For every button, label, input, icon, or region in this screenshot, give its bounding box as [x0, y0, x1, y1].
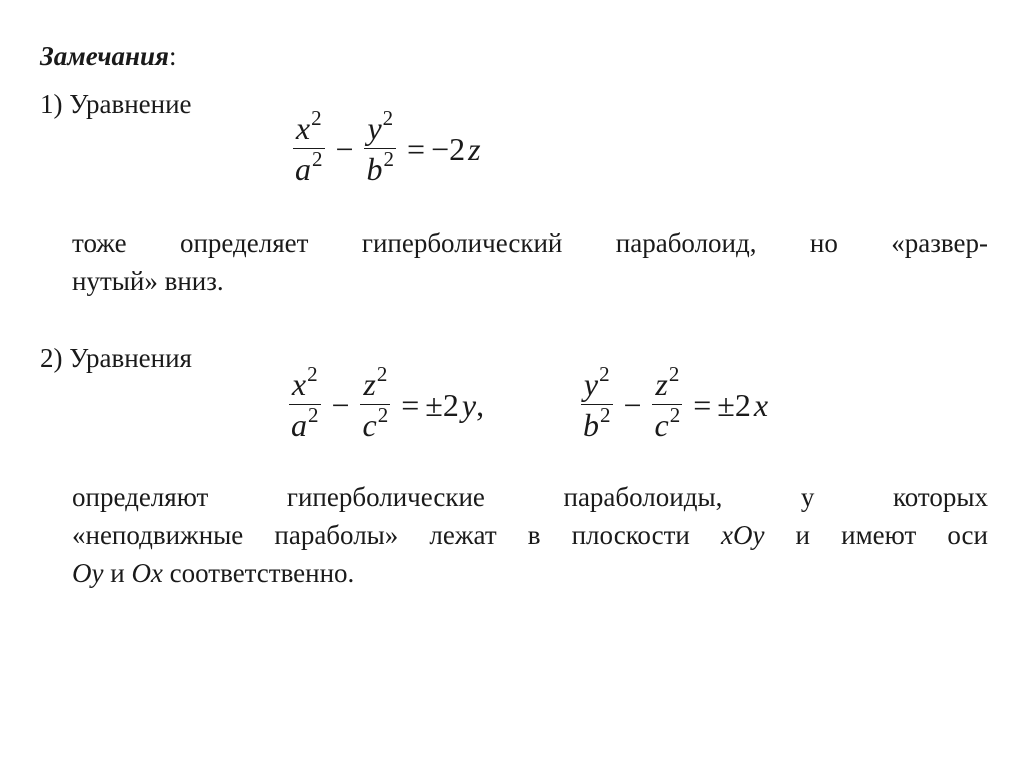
text-segment: и имеют оси: [764, 520, 988, 550]
minus-operator: −: [623, 387, 642, 423]
fraction-y2-over-b2: [580, 362, 614, 445]
remark-2-text: [72, 478, 988, 592]
minus-operator: −: [331, 387, 350, 423]
var: z: [468, 131, 481, 167]
minus-operator: −: [335, 131, 354, 167]
plane-xoy: xOy: [720, 520, 765, 550]
exponent: 2: [307, 362, 318, 386]
text-line: [72, 554, 988, 592]
exponent: 2: [669, 403, 681, 427]
equation-1: [288, 106, 481, 189]
text-segment: «неподвижные параболы» лежат в плоскости: [72, 520, 721, 550]
text-line: [72, 516, 988, 554]
var: z: [363, 366, 376, 402]
remark-2-label: 2) Уравнения: [40, 343, 192, 373]
var: x: [295, 110, 311, 146]
text-segment: соответственно.: [162, 558, 355, 588]
right-hand-side: [431, 131, 481, 168]
right-hand-side: [717, 387, 768, 424]
var: b: [366, 151, 383, 187]
var: b: [583, 407, 599, 443]
var: x: [753, 387, 769, 423]
remarks-colon: :: [168, 41, 177, 71]
coefficient: −2: [431, 131, 466, 167]
equation-2b: [576, 362, 769, 445]
exponent: 2: [377, 403, 389, 427]
right-hand-side: [425, 387, 484, 424]
text-segment: и: [103, 558, 132, 588]
exponent: 2: [383, 147, 395, 171]
var: a: [295, 151, 311, 187]
equals-operator: =: [407, 131, 426, 167]
comma: ,: [476, 387, 485, 423]
exponent: 2: [376, 362, 388, 386]
equation-2a: [284, 362, 485, 445]
coefficient: ±2: [425, 387, 459, 423]
remark-1-text: [72, 224, 988, 300]
var: c: [654, 407, 669, 443]
exponent: 2: [600, 403, 611, 427]
equals-operator: =: [693, 387, 712, 423]
fraction-x2-over-a2: [288, 362, 322, 445]
axis-oy: Oy: [72, 558, 104, 588]
var: y: [583, 366, 599, 402]
var: c: [362, 407, 377, 443]
fraction-y2-over-b2: [364, 106, 398, 189]
var: z: [655, 366, 668, 402]
remarks-title: Замечания: [40, 41, 169, 71]
text-line: определяют гиперболические параболоиды, у которых: [72, 482, 988, 512]
exponent: 2: [311, 106, 322, 130]
var: a: [291, 407, 307, 443]
fraction-z2-over-c2: [360, 362, 392, 445]
var: y: [461, 387, 477, 423]
text-line: нутый» вниз.: [72, 266, 224, 296]
remark-1-label: 1) Уравнение: [40, 89, 192, 119]
exponent: 2: [308, 403, 319, 427]
exponent: 2: [382, 106, 394, 130]
var: y: [367, 110, 382, 146]
coefficient: ±2: [717, 387, 751, 423]
exponent: 2: [599, 362, 610, 386]
fraction-z2-over-c2: [652, 362, 684, 445]
fraction-x2-over-a2: [292, 106, 326, 189]
remarks-heading: [40, 38, 176, 74]
axis-ox: Ox: [131, 558, 163, 588]
var: x: [291, 366, 307, 402]
equals-operator: =: [401, 387, 420, 423]
exponent: 2: [312, 147, 323, 171]
text-line: тоже определяет гиперболический параболоид, но «развер-: [72, 228, 988, 258]
exponent: 2: [668, 362, 680, 386]
